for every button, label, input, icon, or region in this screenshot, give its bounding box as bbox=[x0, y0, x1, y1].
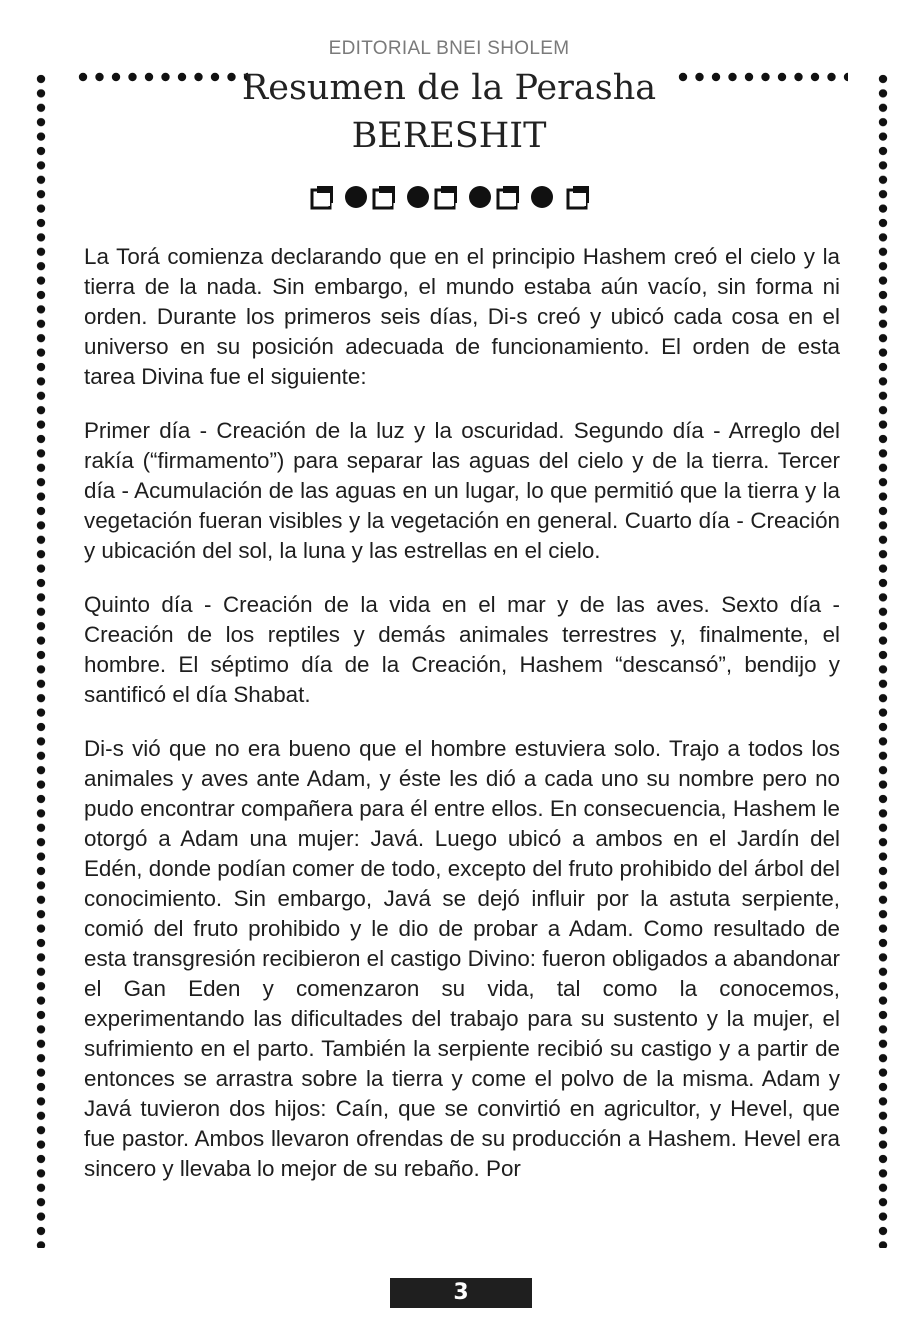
paragraph: Primer día - Creación de la luz y la oscuridad. Segundo día - Arreglo del rakía (“firmamento”) para separar las aguas del cielo y de la tierra. Tercer día - Acumulación de las aguas en un lugar, lo que permitió que la tierra y la vegetación fueran visibles y la vegetación en general. Cuarto día - Creación y ubicación del sol, la luna y las estrellas en el cielo. bbox=[84, 418, 840, 563]
summary-text bbox=[84, 242, 840, 1208]
parasha-name: BERESHIT bbox=[351, 116, 547, 156]
paragraph: Di-s vió que no era bueno que el hombre estuviera solo. Trajo a todos los animales y aves ante Adam, y éste les dió a cada uno su nombre pero no pudo encontrar compañera para él entre ellos. En consecuencia, Hashem le otorgó a Adam una mujer: Javá. Luego ubicó a ambos en el Jardín del Edén, donde podían comer de todo, excepto del fruto prohibido del árbol del conocimiento. Sin embargo, Javá se dejó influir por la astuta serpiente, comió del fruto prohibido y le dio de probar a Adam. Como resultado de esta transgresión recibieron el castigo Divino: fueron obligados a abandonar el Gan Eden y comenzaron su vida, tal como la conocemos, experimentando las dificultades del trabajo para su sustento y la mujer, el sufrimiento en el parto. También la serpiente recibió su castigo y a partir de entonces se arrastra sobre la tierra y come el polvo de la misma. Adam y Javá tuvieron dos hijos: Caín, que se convirtió en agricultor, y Hevel, que fue pastor. Ambos llevaron ofrendas de su producción a Hashem. Hevel era sincero y llevaba lo mejor de su rebaño. Por bbox=[84, 736, 840, 1181]
publisher-label: EDITORIAL BNEI SHOLEM bbox=[328, 38, 570, 59]
paragraph: La Torá comienza declarando que en el principio Hashem creó el cielo y la tierra de la nada. Sin embargo, el mundo estaba aún vacío, sin forma ni orden. Durante los primeros seis días, Di-s creó y ubicó cada cosa en el universo en su posición adecuada de funcionamiento. El orden de esta tarea Divina fue el siguiente: bbox=[84, 244, 840, 389]
dotted-border-right bbox=[876, 72, 890, 1248]
dotted-border-left bbox=[34, 72, 48, 1248]
paragraph: Quinto día - Creación de la vida en el mar y de las aves. Sexto día - Creación de los reptiles y demás animales terrestres y, finalmente, el hombre. El séptimo día de la Creación, Hashem “descansó”, bendijo y santificó el día Shabat. bbox=[84, 592, 840, 707]
circle-square-ornament-icon bbox=[308, 182, 592, 212]
page-number: 3 bbox=[390, 1278, 532, 1308]
page-title: Resumen de la Perasha bbox=[241, 68, 657, 108]
